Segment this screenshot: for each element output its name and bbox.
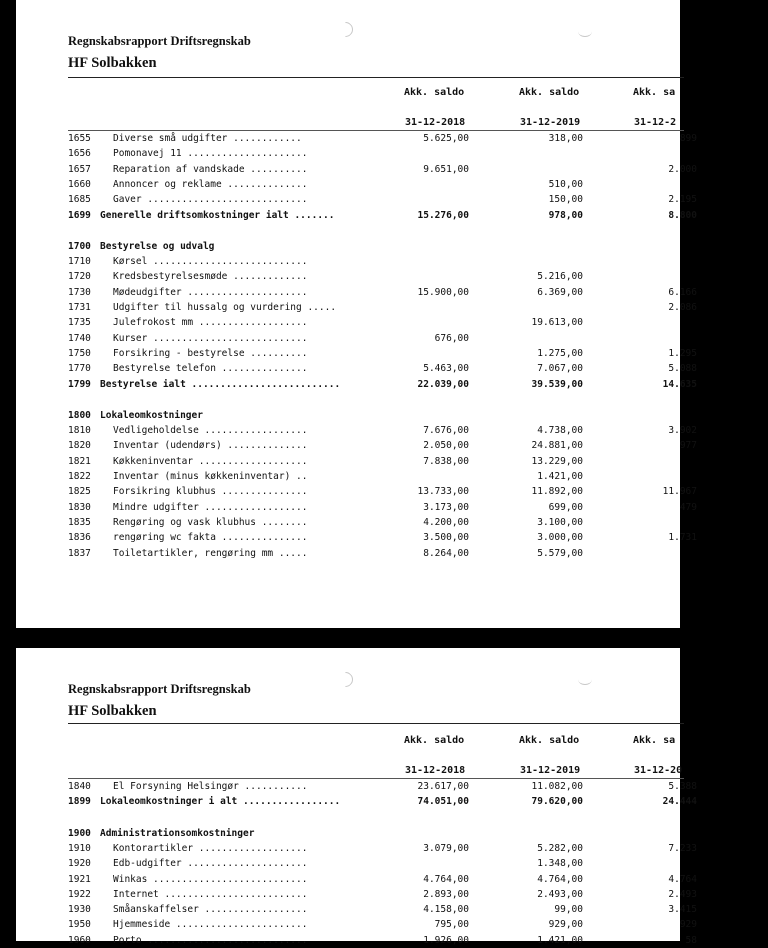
column-header-date: 31-12-2019 — [520, 765, 581, 776]
punch-hole-icon — [578, 26, 592, 37]
value-2019: 99,00 — [554, 904, 583, 916]
report-page-2 — [16, 648, 697, 946]
section-heading-row — [68, 826, 768, 841]
value-2018: 15.276,00 — [417, 209, 469, 221]
account-description: Lokaleomkostninger i alt ................. — [100, 796, 341, 808]
organization-name: HF Solbakken — [68, 703, 157, 719]
account-description: Kurser ........................... — [113, 332, 308, 344]
account-number: 1921 — [68, 873, 91, 885]
account-number: 1657 — [68, 163, 91, 175]
account-number: 1800 — [68, 409, 91, 421]
value-2019: 1.348,00 — [537, 858, 583, 870]
column-header-label: Akk. sa — [633, 735, 676, 746]
report-page-1 — [16, 0, 697, 628]
value-2019: 3.000,00 — [537, 532, 583, 544]
account-description: Kredsbestyrelsesmøde ............. — [113, 271, 308, 283]
account-row — [68, 917, 768, 932]
value-next-year: 2.195 — [668, 194, 697, 206]
account-row — [68, 500, 768, 515]
account-row — [68, 423, 768, 438]
account-number: 1825 — [68, 486, 91, 498]
account-row — [68, 300, 768, 315]
account-description: Bestyrelse telefon ............... — [113, 363, 308, 375]
value-2019: 4.738,00 — [537, 425, 583, 437]
value-next-year: 2.493 — [668, 888, 697, 900]
column-header-label: Akk. saldo — [404, 735, 465, 746]
account-number: 1799 — [68, 378, 91, 390]
value-2019: 150,00 — [548, 194, 583, 206]
column-header-label: Akk. saldo — [519, 87, 580, 98]
account-description: Pomonavej 11 ..................... — [113, 148, 308, 160]
value-2019: 7.067,00 — [537, 363, 583, 375]
value-2019: 978,00 — [548, 209, 583, 221]
column-header-label: Akk. saldo — [519, 735, 580, 746]
account-row — [68, 515, 768, 530]
account-number: 1685 — [68, 194, 91, 206]
account-description: Inventar (minus køkkeninventar) .. — [113, 471, 308, 482]
account-number: 1920 — [68, 858, 91, 870]
value-2018: 4.764,00 — [423, 873, 469, 885]
account-description: Annoncer og reklame .............. — [113, 178, 308, 190]
value-2019: 1.275,00 — [537, 347, 583, 359]
account-description: Julefrokost mm ................... — [113, 317, 308, 329]
account-number: 1731 — [68, 302, 91, 313]
account-row — [68, 146, 768, 161]
account-number: 1710 — [68, 256, 91, 268]
account-description: Porto ............................ — [113, 934, 308, 946]
section-heading-row — [68, 408, 768, 423]
account-description: Reparation af vandskade .......... — [113, 163, 308, 175]
account-row — [68, 331, 768, 346]
value-2018: 676,00 — [434, 332, 469, 344]
account-row — [68, 162, 768, 177]
value-next-year: 6.166 — [668, 286, 697, 298]
value-next-year: 58 — [685, 934, 697, 946]
value-2019: 13.229,00 — [531, 455, 583, 467]
account-description: El Forsyning Helsingør ........... — [113, 781, 308, 792]
value-next-year: 5.388 — [668, 781, 697, 792]
value-2018: 7.838,00 — [423, 455, 469, 467]
value-next-year: 1.295 — [668, 347, 697, 359]
account-number: 1930 — [68, 904, 91, 916]
account-row — [68, 856, 768, 871]
account-row — [68, 254, 768, 269]
account-row — [68, 269, 768, 284]
account-description: Forsikring klubhus ............... — [113, 486, 308, 498]
account-description: Forsikring - bestyrelse .......... — [113, 347, 308, 359]
value-2019: 1.421,00 — [537, 934, 583, 946]
account-number: 1840 — [68, 781, 91, 792]
account-number: 1836 — [68, 532, 91, 544]
value-2019: 11.892,00 — [531, 486, 583, 498]
account-row — [68, 454, 768, 469]
account-description: Edb-udgifter ..................... — [113, 858, 308, 870]
value-2019: 699,00 — [548, 501, 583, 513]
column-header-date: 31-12-2 — [634, 117, 677, 128]
account-number: 1830 — [68, 501, 91, 513]
account-row — [68, 315, 768, 330]
account-description: Udgifter til hussalg og vurdering ..... — [113, 302, 337, 313]
punch-hole-icon — [335, 19, 356, 40]
account-number: 1720 — [68, 271, 91, 283]
value-next-year: 5.088 — [668, 363, 697, 375]
account-description: Kontorartikler ................... — [113, 842, 308, 854]
account-row — [68, 841, 768, 856]
account-number: 1910 — [68, 842, 91, 854]
value-2019: 39.539,00 — [531, 378, 583, 390]
account-description: Hjemmeside ....................... — [113, 919, 308, 931]
account-number: 1820 — [68, 440, 91, 452]
value-2019: 510,00 — [548, 178, 583, 190]
account-description: Winkas ........................... — [113, 873, 308, 885]
value-next-year: 24.444 — [662, 796, 697, 808]
value-next-year: 1.731 — [668, 532, 697, 544]
value-next-year: 4.764 — [668, 873, 697, 885]
value-2019: 11.082,00 — [531, 781, 583, 792]
value-2018: 5.463,00 — [423, 363, 469, 375]
account-number: 1960 — [68, 934, 91, 946]
account-row — [68, 285, 768, 300]
column-header-date: 31-12-2019 — [520, 117, 581, 128]
account-number: 1770 — [68, 363, 91, 375]
account-row — [68, 177, 768, 192]
punch-hole-icon — [335, 669, 356, 690]
account-description: Inventar (udendørs) .............. — [113, 440, 308, 452]
account-number: 1740 — [68, 332, 91, 344]
account-row — [68, 546, 768, 561]
value-2019: 5.216,00 — [537, 271, 583, 283]
account-description: Administrationsomkostninger — [100, 827, 255, 839]
account-number: 1660 — [68, 178, 91, 190]
value-next-year: 8.800 — [668, 209, 697, 221]
value-2019: 24.881,00 — [531, 440, 583, 452]
account-number: 1922 — [68, 888, 91, 900]
account-number: 1837 — [68, 547, 91, 559]
total-row — [68, 794, 768, 809]
value-2018: 13.733,00 — [417, 486, 469, 498]
account-description: Bestyrelse og udvalg — [100, 240, 215, 252]
column-header-label: Akk. saldo — [404, 87, 465, 98]
value-next-year: 899 — [679, 133, 697, 144]
account-description: Kørsel ........................... — [113, 256, 308, 268]
punch-hole-icon — [578, 674, 592, 685]
account-number: 1822 — [68, 471, 91, 482]
account-number: 1821 — [68, 455, 91, 467]
value-2018: 3.500,00 — [423, 532, 469, 544]
account-description: Køkkeninventar ................... — [113, 455, 308, 467]
header-rule — [68, 723, 684, 724]
report-title: Regnskabsrapport Driftsregnskab — [68, 682, 251, 696]
account-row — [68, 131, 768, 146]
value-2018: 795,00 — [434, 919, 469, 931]
account-description: rengøring wc fakta ............... — [113, 532, 308, 544]
account-row — [68, 469, 768, 484]
value-2019: 318,00 — [548, 133, 583, 144]
value-2019: 929,00 — [548, 919, 583, 931]
value-next-year: 14.635 — [662, 378, 697, 390]
account-number: 1730 — [68, 286, 91, 298]
value-2019: 1.421,00 — [537, 471, 583, 482]
account-description: Generelle driftsomkostninger ialt ....... — [100, 209, 335, 221]
column-header-date: 31-12-20 — [634, 765, 683, 776]
value-2019: 79.620,00 — [531, 796, 583, 808]
value-2018: 22.039,00 — [417, 378, 469, 390]
account-description: Internet ......................... — [113, 888, 308, 900]
value-next-year: 977 — [679, 440, 697, 452]
column-header-date: 31-12-2018 — [405, 117, 466, 128]
value-2019: 19.613,00 — [531, 317, 583, 329]
account-description: Småanskaffelser .................. — [113, 904, 308, 916]
account-description: Vedligeholdelse .................. — [113, 425, 308, 437]
account-row — [68, 484, 768, 499]
value-next-year: 2.086 — [668, 302, 697, 313]
account-row — [68, 887, 768, 902]
column-header-label: Akk. sa — [633, 87, 676, 98]
section-heading-row — [68, 239, 768, 254]
account-description: Toiletartikler, rengøring mm ..... — [113, 547, 308, 559]
value-2019: 6.369,00 — [537, 286, 583, 298]
value-2018: 2.050,00 — [423, 440, 469, 452]
value-2019: 5.282,00 — [537, 842, 583, 854]
account-description: Lokaleomkostninger — [100, 409, 203, 421]
value-next-year: 479 — [679, 501, 697, 513]
value-2018: 74.051,00 — [417, 796, 469, 808]
value-2018: 4.158,00 — [423, 904, 469, 916]
report-title: Regnskabsrapport Driftsregnskab — [68, 34, 251, 48]
account-description: Diverse små udgifter ............ — [113, 133, 302, 144]
account-row — [68, 346, 768, 361]
account-number: 1750 — [68, 347, 91, 359]
account-number: 1835 — [68, 516, 91, 528]
value-2019: 5.579,00 — [537, 547, 583, 559]
value-2018: 23.617,00 — [417, 781, 469, 792]
account-number: 1700 — [68, 240, 91, 252]
value-2018: 15.900,00 — [417, 286, 469, 298]
account-row — [68, 933, 768, 948]
organization-name: HF Solbakken — [68, 55, 157, 71]
account-row — [68, 902, 768, 917]
value-2018: 4.200,00 — [423, 516, 469, 528]
account-row — [68, 779, 768, 794]
value-next-year: 11.967 — [662, 486, 697, 498]
account-number: 1950 — [68, 919, 91, 931]
value-2018: 7.676,00 — [423, 425, 469, 437]
account-description: Mindre udgifter .................. — [113, 501, 308, 513]
account-description: Gaver ............................ — [113, 194, 308, 206]
value-2018: 5.625,00 — [423, 133, 469, 144]
account-number: 1900 — [68, 827, 91, 839]
value-2018: 1.926,00 — [423, 934, 469, 946]
value-next-year: 2.000 — [668, 163, 697, 175]
account-number: 1655 — [68, 133, 91, 144]
total-row — [68, 208, 768, 223]
account-number: 1810 — [68, 425, 91, 437]
account-number: 1735 — [68, 317, 91, 329]
value-2018: 3.079,00 — [423, 842, 469, 854]
account-row — [68, 361, 768, 376]
account-description: Mødeudgifter ..................... — [113, 286, 308, 298]
value-2019: 2.493,00 — [537, 888, 583, 900]
account-number: 1656 — [68, 148, 91, 160]
account-description: Rengøring og vask klubhus ........ — [113, 516, 308, 528]
value-2018: 2.893,00 — [423, 888, 469, 900]
account-number: 1699 — [68, 209, 91, 221]
value-next-year: 929 — [679, 919, 697, 931]
value-2019: 4.764,00 — [537, 873, 583, 885]
value-2019: 3.100,00 — [537, 516, 583, 528]
value-2018: 9.651,00 — [423, 163, 469, 175]
total-row — [68, 377, 768, 392]
value-next-year: 3.902 — [668, 425, 697, 437]
header-rule — [68, 77, 684, 78]
account-number: 1899 — [68, 796, 91, 808]
value-2018: 3.173,00 — [423, 501, 469, 513]
account-row — [68, 872, 768, 887]
account-row — [68, 530, 768, 545]
account-row — [68, 192, 768, 207]
value-next-year: 3.415 — [668, 904, 697, 916]
value-2018: 8.264,00 — [423, 547, 469, 559]
column-header-date: 31-12-2018 — [405, 765, 466, 776]
value-next-year: 7.233 — [668, 842, 697, 854]
account-row — [68, 438, 768, 453]
account-description: Bestyrelse ialt .......................... — [100, 378, 341, 390]
